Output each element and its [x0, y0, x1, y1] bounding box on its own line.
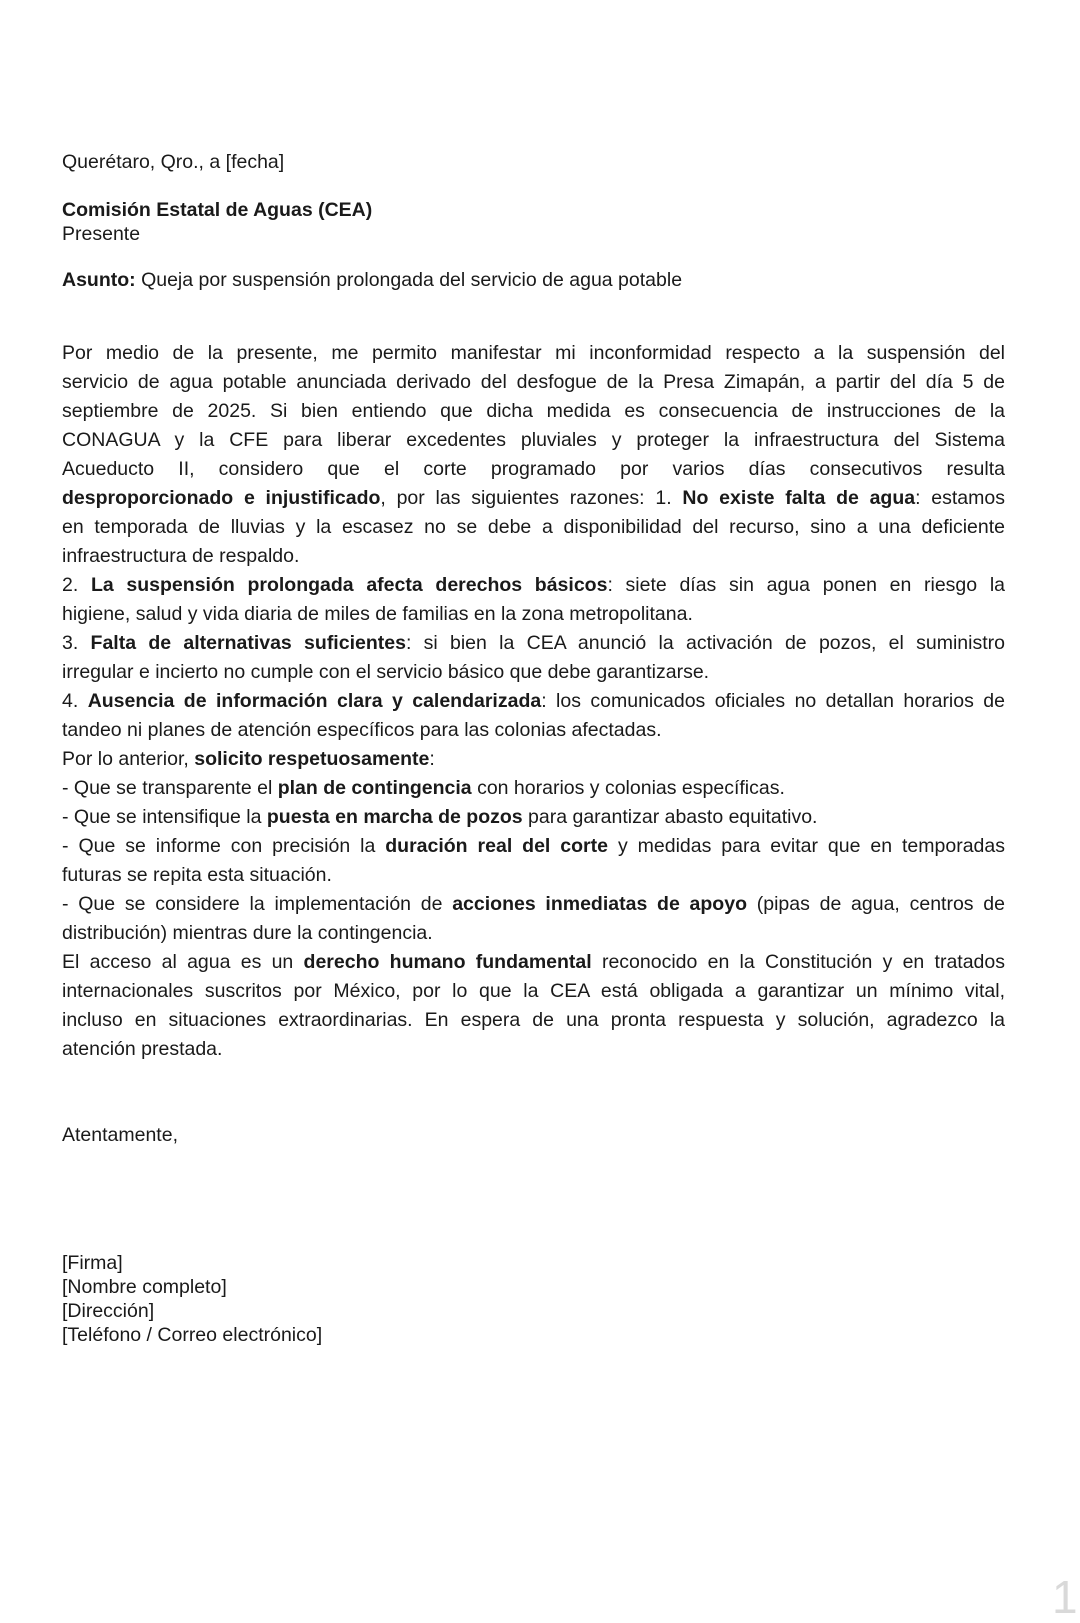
body-text: con horarios y colonias específicas.	[471, 777, 785, 799]
reason-4	[62, 687, 1005, 716]
signature-placeholder: [Firma]	[62, 1252, 123, 1274]
body-line: servicio de agua potable anunciada derivado del desfogue de la Presa Zimapán, a partir del día 5 de	[62, 371, 1005, 393]
body-text: , por las siguientes razones: 1.	[380, 487, 683, 509]
body-text: - Que se considere la implementación de	[62, 893, 453, 915]
presente-label: Presente	[62, 223, 141, 245]
farewell: Atentamente,	[62, 1124, 178, 1146]
conclusion-line	[62, 948, 1005, 977]
request-item-4	[62, 890, 1005, 919]
reason-3	[62, 629, 1005, 658]
emphasis-text: derecho humano fundamental	[303, 951, 592, 973]
subject-label: Asunto:	[62, 269, 136, 291]
recipient-block	[62, 198, 1005, 246]
body-text: - Que se transparente el	[62, 777, 278, 799]
body-text: Por lo anterior,	[62, 748, 195, 770]
body-text: El acceso al agua es un	[62, 951, 304, 973]
emphasis-text: acciones inmediatas de apoyo	[452, 893, 747, 915]
emphasis-text: Falta de alternativas suficientes	[90, 632, 406, 654]
subject-line	[62, 266, 1005, 295]
emphasis-text: Ausencia de información clara y calendarizada	[87, 690, 542, 712]
body-text: : si bien la CEA anunció la activación de pozos, el suministro	[405, 632, 1005, 654]
body-line: distribución) mientras dure la contingencia.	[62, 922, 433, 944]
place-date: Querétaro, Qro., a [fecha]	[62, 151, 285, 173]
reason-number: 3.	[62, 632, 91, 654]
request-item-3	[62, 832, 1005, 861]
body-line: atención prestada.	[62, 1038, 223, 1060]
full-name-placeholder: [Nombre completo]	[62, 1276, 227, 1298]
emphasis-text: duración real del corte	[385, 835, 608, 857]
emphasis-text: No existe falta de agua	[682, 487, 916, 509]
body-line: septiembre de 2025. Si bien entiendo que dicha medida es consecuencia de instrucciones de la	[62, 400, 1005, 422]
body-line: higiene, salud y vida diaria de miles de familias en la zona metropolitana.	[62, 603, 693, 625]
page-number: 1	[1052, 1571, 1078, 1623]
body-text: : los comunicados oficiales no detallan horarios de	[541, 690, 1005, 712]
body-text: : siete días sin agua ponen en riesgo la	[607, 574, 1005, 596]
body-text: reconocido en la Constitución y en tratados	[591, 951, 1005, 973]
body-line: Acueducto II, considero que el corte programado por varios días consecutivos resulta	[62, 458, 1005, 480]
emphasis-text: desproporcionado e injustificado	[62, 487, 381, 509]
body-line: irregular e incierto no cumple con el servicio básico que debe garantizarse.	[62, 661, 710, 683]
body-line: infraestructura de respaldo.	[62, 545, 300, 567]
body-text: : estamos	[915, 487, 1005, 509]
body-text: para garantizar abasto equitativo.	[522, 806, 818, 828]
reason-2	[62, 571, 1005, 600]
body-text: - Que se informe con precisión la	[62, 835, 386, 857]
body-line: Por medio de la presente, me permito manifestar mi inconformidad respecto a la suspensión del	[62, 342, 1005, 364]
body-line: CONAGUA y la CFE para liberar excedentes pluviales y proteger la infraestructura del Sistema	[62, 429, 1005, 451]
body-text: (pipas de agua, centros de	[746, 893, 1005, 915]
emphasis-text: solicito respetuosamente	[194, 748, 430, 770]
letter-body	[62, 339, 1005, 1064]
body-text: y medidas para evitar que en temporadas	[608, 835, 1005, 857]
request-intro	[62, 745, 1005, 774]
reason-number: 4.	[62, 690, 88, 712]
address-placeholder: [Dirección]	[62, 1300, 155, 1322]
emphasis-text: plan de contingencia	[277, 777, 472, 799]
body-line: incluso en situaciones extraordinarias. En espera de una pronta respuesta y solución, agradezco la	[62, 1009, 1005, 1031]
body-text: :	[429, 748, 435, 770]
subject-text: Queja por suspensión prolongada del servicio de agua potable	[135, 269, 683, 291]
body-line: internacionales suscritos por México, por lo que la CEA está obligada a garantizar un mínimo vital,	[62, 980, 1005, 1002]
recipient-name: Comisión Estatal de Aguas (CEA)	[62, 199, 373, 221]
signature-block	[62, 1251, 1005, 1347]
request-item-1	[62, 774, 1005, 803]
reason-number: 2.	[62, 574, 91, 596]
body-line: tandeo ni planes de atención específicos para las colonias afectadas.	[62, 719, 662, 741]
request-item-2	[62, 803, 1005, 832]
body-text: - Que se intensifique la	[62, 806, 267, 828]
contact-placeholder: [Teléfono / Correo electrónico]	[62, 1324, 323, 1346]
body-line: en temporada de lluvias y la escasez no se debe a disponibilidad del recurso, sino a una deficiente	[62, 516, 1005, 538]
body-line	[62, 484, 1005, 513]
body-line: futuras se repita esta situación.	[62, 864, 332, 886]
emphasis-text: puesta en marcha de pozos	[266, 806, 523, 828]
emphasis-text: La suspensión prolongada afecta derechos básicos	[90, 574, 608, 596]
